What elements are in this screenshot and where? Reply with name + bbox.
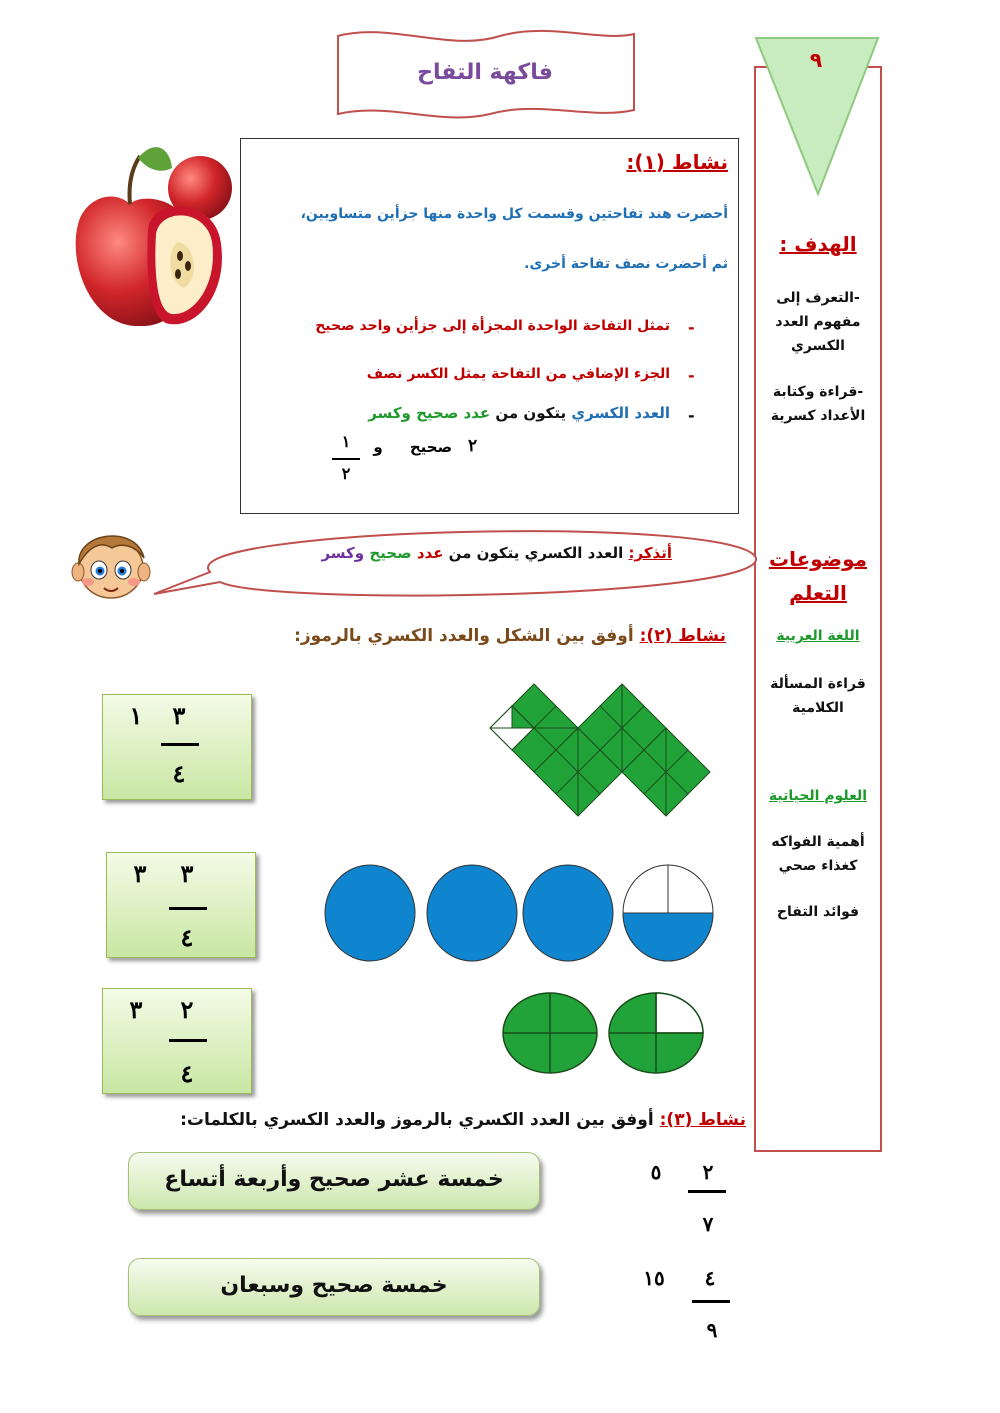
- example-and: و: [373, 438, 383, 456]
- arabic-text: قراءة المسألة الكلامية: [770, 676, 866, 716]
- card3-numerator: ٢: [180, 995, 194, 1024]
- apple-illustration: [60, 138, 240, 338]
- bullet3-part-a: العدد الكسري: [571, 404, 670, 422]
- activity2-heading: نشاط (٢):: [639, 626, 726, 646]
- remember-text: [220, 544, 672, 562]
- card2-whole: ٣: [133, 859, 147, 888]
- goal-item-1: -التعرف إلى مفهوم العدد الكسري: [775, 290, 861, 354]
- activity1-bullet-2: الجزء الإضافي من التفاحة يمثل الكسر نصف: [366, 366, 670, 382]
- card1-whole: ١: [129, 701, 143, 730]
- fraction-card-2[interactable]: [106, 852, 256, 958]
- example-whole: ٢: [468, 436, 478, 456]
- boy-face-icon: [66, 522, 156, 602]
- blue-circles-shape[interactable]: [322, 860, 718, 966]
- topics-heading: موضوعات التعلم: [768, 547, 868, 605]
- example-fraction: [330, 432, 362, 488]
- a3-frac2-whole: ١٥: [643, 1266, 665, 1290]
- a3-frac1-numerator: ٢: [702, 1160, 714, 1184]
- a3-frac2-numerator: ٤: [704, 1266, 716, 1290]
- activity3-heading: نشاط (٣):: [659, 1110, 746, 1130]
- activity3-instruction: أوفق بين العدد الكسري بالرموز والعدد الكسري بالكلمات:: [180, 1110, 654, 1130]
- activity1-bullet-3: [250, 404, 670, 422]
- card3-fraction-line: [169, 1039, 207, 1042]
- bullet3-part-b: يتكون من: [495, 404, 567, 422]
- card1-denominator: ٤: [172, 759, 186, 788]
- example-numerator: ١: [341, 432, 351, 451]
- word-card-1[interactable]: خمسة عشر صحيح وأربعة أتساع: [128, 1152, 540, 1210]
- activity3-line: [140, 1110, 746, 1130]
- life-text-1: أهمية الفواكه كغذاء صحي: [771, 834, 865, 874]
- bullet-dash-3: -: [688, 406, 695, 425]
- goal-heading: الهدف :: [779, 232, 857, 256]
- a3-frac1-line: [688, 1190, 726, 1193]
- green-circles-shape[interactable]: [500, 990, 708, 1076]
- activity2-instruction: أوفق بين الشكل والعدد الكسري بالرموز:: [294, 626, 634, 646]
- green-diamonds-shape[interactable]: [486, 676, 722, 832]
- card3-denominator: ٤: [180, 1059, 194, 1088]
- fraction-card-3[interactable]: [102, 988, 252, 1094]
- activity2-line: [240, 626, 726, 646]
- remember-part-d: وكسر: [321, 544, 365, 562]
- example-denominator: ٢: [341, 464, 351, 483]
- card2-denominator: ٤: [180, 923, 194, 952]
- card3-whole: ٣: [129, 995, 143, 1024]
- word-card-2[interactable]: خمسة صحيح وسبعان: [128, 1258, 540, 1316]
- card1-numerator: ٣: [172, 701, 186, 730]
- page-title: فاكهة التفاح: [417, 60, 553, 85]
- life-heading: العلوم الحياتية: [768, 788, 868, 804]
- remember-label: أتذكر:: [628, 544, 672, 562]
- a3-frac1-denominator: ٧: [702, 1212, 714, 1236]
- life-text-2: فوائد التفاح: [776, 904, 860, 920]
- activity1-intro-2: ثم أحضرت نصف تفاحة أخرى.: [524, 256, 728, 272]
- arabic-heading: اللغة العربية: [776, 628, 860, 644]
- a3-frac2-denominator: ٩: [706, 1318, 718, 1342]
- remember-part-c: صحيح: [369, 544, 412, 562]
- speech-bubble: [150, 520, 762, 606]
- a3-frac2-line: [692, 1300, 730, 1303]
- bullet-dash-2: -: [688, 366, 695, 385]
- bullet-dash-1: -: [688, 318, 695, 337]
- remember-part-b: عدد: [416, 544, 444, 562]
- bullet3-part-c: عدد صحيح وكسر: [368, 404, 491, 422]
- card1-fraction-line: [161, 743, 199, 746]
- card2-fraction-line: [169, 907, 207, 910]
- example-whole-label: صحيح: [409, 438, 453, 456]
- remember-part-a: العدد الكسري يتكون من: [448, 544, 624, 562]
- activity1-heading: نشاط (١):: [626, 150, 728, 174]
- fraction-card-1[interactable]: [102, 694, 252, 800]
- activity1-intro-1: أحضرت هند تفاحتين وقسمت كل واحدة منها جزأين متساويين،: [300, 206, 728, 222]
- activity1-bullet-1: تمثل التفاحة الواحدة المجزأة إلى جزأين واحد صحيح: [315, 318, 670, 334]
- example-fraction-line: [332, 458, 360, 460]
- card2-numerator: ٣: [180, 859, 194, 888]
- lesson-number: ٩: [809, 48, 823, 72]
- a3-frac1-whole: ٥: [650, 1160, 662, 1184]
- goal-item-2: -قراءة وكتابة الأعداد كسرية: [770, 384, 866, 424]
